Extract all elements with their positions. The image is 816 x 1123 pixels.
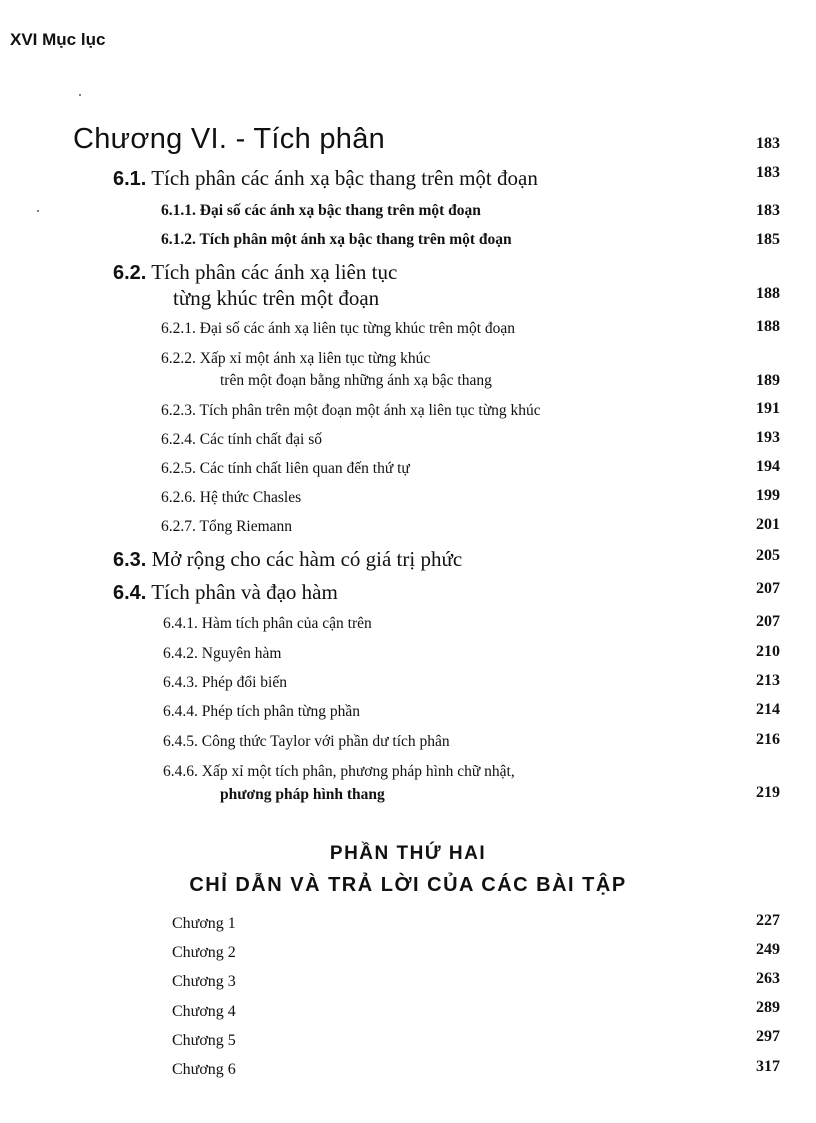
section-6-2[interactable] [113, 260, 397, 285]
toc-item-page: 199 [756, 487, 780, 504]
toc-item[interactable]: 6.4.4. Phép tích phân từng phần [163, 703, 360, 720]
answer-chapter-page: 249 [756, 941, 780, 958]
toc-item-page: 210 [756, 643, 780, 660]
toc-item[interactable]: 6.2.4. Các tính chất đại số [161, 431, 322, 448]
part-heading: PHẦN THỨ HAI [329, 843, 487, 864]
toc-item[interactable]: 6.1.1. Đại số các ánh xạ bậc thang trên một đoạn [161, 202, 481, 219]
answer-chapter[interactable]: Chương 2 [172, 944, 236, 961]
toc-item[interactable]: 6.2.5. Các tính chất liên quan đến thứ tự [161, 460, 410, 477]
toc-item[interactable]: 6.4.6. Xấp xỉ một tích phân, phương pháp hình chữ nhật, [163, 763, 515, 780]
toc-item[interactable]: 6.2.3. Tích phân trên một đoạn một ánh xạ liên tục từng khúc [161, 402, 541, 419]
toc-item[interactable]: 6.4.5. Công thức Taylor với phần dư tích phân [163, 733, 450, 750]
part-subheading: CHỈ DẪN VÀ TRẢ LỜI CỦA CÁC BÀI TẬP [189, 874, 627, 896]
answer-chapter[interactable]: Chương 5 [172, 1032, 236, 1049]
section-page: 207 [756, 580, 780, 597]
section-page: 183 [756, 164, 780, 181]
toc-item-page: 183 [756, 202, 780, 219]
answer-chapter-page: 227 [756, 912, 780, 929]
section-title: Tích phân và đạo hàm [151, 580, 338, 604]
answer-chapter[interactable]: Chương 1 [172, 915, 236, 932]
toc-item-page: 189 [756, 372, 780, 389]
section-title: Tích phân các ánh xạ liên tục [151, 260, 398, 284]
speck [37, 210, 39, 212]
toc-item-page: 216 [756, 731, 780, 748]
toc-item-page: 213 [756, 672, 780, 689]
answer-chapter[interactable]: Chương 6 [172, 1061, 236, 1078]
toc-item[interactable]: 6.4.3. Phép đổi biến [163, 674, 287, 691]
section-number: 6.4. [113, 582, 147, 604]
section-title-cont: từng khúc trên một đoạn [173, 286, 380, 310]
answer-chapter-page: 297 [756, 1028, 780, 1045]
toc-item[interactable]: 6.1.2. Tích phân một ánh xạ bậc thang trên một đoạn [161, 231, 512, 248]
answer-chapter[interactable]: Chương 4 [172, 1003, 236, 1020]
section-6-3[interactable] [113, 547, 462, 572]
answer-chapter-page: 289 [756, 999, 780, 1016]
running-title: XVI Mục lục [10, 30, 106, 49]
answer-chapter-page: 317 [756, 1058, 780, 1075]
toc-item[interactable]: 6.2.1. Đại số các ánh xạ liên tục từng khúc trên một đoạn [161, 320, 516, 337]
toc-item-page: 201 [756, 516, 780, 533]
section-6-4[interactable] [113, 580, 338, 605]
section-6-1[interactable] [113, 166, 538, 191]
speck [79, 94, 81, 96]
section-page: 205 [756, 547, 780, 564]
toc-item[interactable]: 6.4.1. Hàm tích phân của cận trên [163, 615, 372, 632]
toc-item[interactable]: 6.2.2. Xấp xỉ một ánh xạ liên tục từng khúc [161, 350, 431, 367]
toc-item-page: 188 [756, 318, 780, 335]
section-number: 6.2. [113, 262, 147, 284]
section-title: Tích phân các ánh xạ bậc thang trên một đoạn [151, 166, 538, 190]
section-number: 6.3. [113, 549, 147, 571]
toc-item-page: 185 [756, 231, 780, 248]
toc-item-page: 193 [756, 429, 780, 446]
chapter-title[interactable]: Chương VI. - Tích phân [73, 123, 386, 155]
toc-item[interactable]: 6.2.6. Hệ thức Chasles [161, 489, 302, 506]
toc-item-page: 191 [756, 400, 780, 417]
toc-item-page: 214 [756, 701, 780, 718]
section-number: 6.1. [113, 168, 147, 190]
toc-item-cont: trên một đoạn bằng những ánh xạ bậc thang [220, 372, 492, 389]
section-page: 188 [756, 285, 780, 302]
toc-item-cont: phương pháp hình thang [220, 786, 385, 803]
section-title: Mở rộng cho các hàm có giá trị phức [151, 547, 463, 571]
chapter-page: 183 [756, 135, 780, 152]
answer-chapter-page: 263 [756, 970, 780, 987]
answer-chapter[interactable]: Chương 3 [172, 973, 236, 990]
toc-item-page: 194 [756, 458, 780, 475]
toc-item-page: 219 [756, 784, 780, 801]
toc-item[interactable]: 6.4.2. Nguyên hàm [163, 645, 282, 662]
toc-item-page: 207 [756, 613, 780, 630]
toc-item[interactable]: 6.2.7. Tổng Riemann [161, 518, 293, 535]
